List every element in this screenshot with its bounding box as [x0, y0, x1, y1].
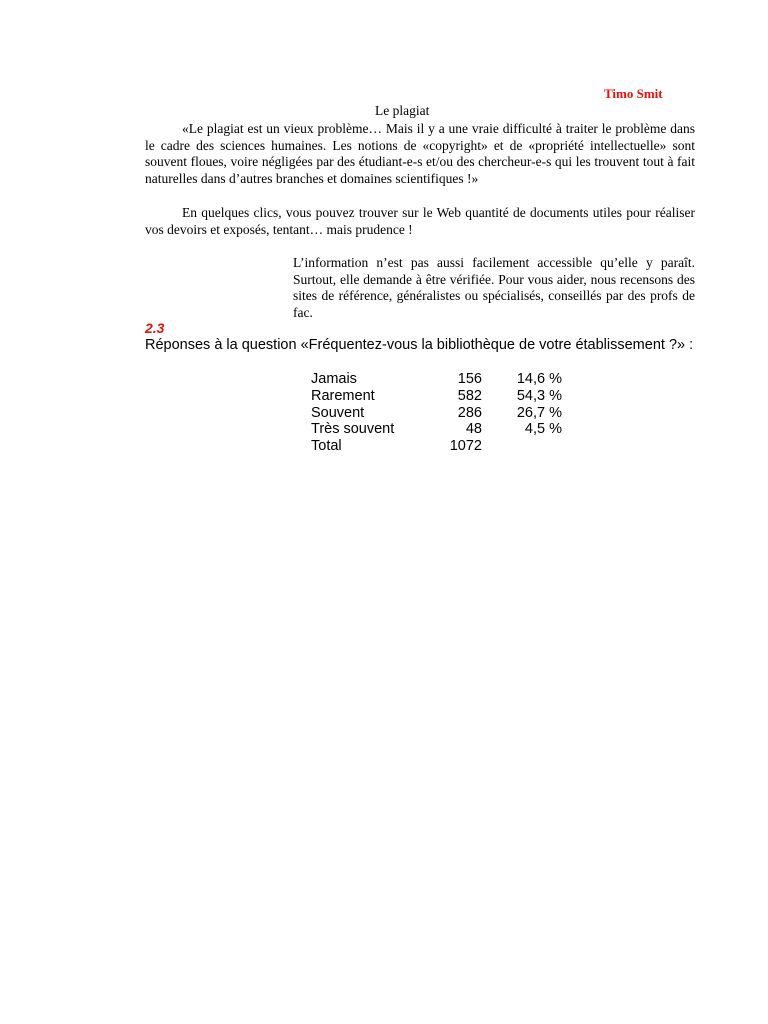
survey-question: Réponses à la question «Fréquentez-vous la bibliothèque de votre établissement ?» : [145, 337, 694, 353]
row-percent [482, 438, 562, 455]
row-percent: 4,5 % [524, 421, 562, 438]
survey-results-table [305, 371, 562, 455]
table-row [305, 421, 562, 438]
row-count: 582 [457, 387, 482, 404]
author-name: Timo Smit [604, 86, 663, 101]
table-row [305, 405, 562, 422]
row-label: Total [311, 438, 342, 455]
row-label: Rarement [311, 387, 375, 404]
second-paragraph: En quelques clics, vous pouvez trouver sur le Web quantité de documents utiles pour réaliser vos devoirs et exposés, tentant… mais prudence ! [145, 205, 695, 237]
row-percent: 54,3 % [516, 387, 562, 404]
row-count: 1072 [449, 438, 482, 455]
row-count: 156 [457, 371, 482, 387]
row-percent: 14,6 % [516, 371, 562, 387]
intro-paragraph: «Le plagiat est un vieux problème… Mais il y a une vraie difficulté à traiter le problème dans le cadre des sciences humaines. Les notions de «copyright» et de «propriété intellectuelle» sont souvent floues, voire négligées par des étudiant-e-s et/ou des chercheur-e-s qui les trouvent tout à fait naturelles dans d’autres branches et domaines scientifiques !» [145, 121, 695, 186]
row-label: Très souvent [311, 421, 395, 438]
table-row [305, 388, 562, 405]
row-label: Souvent [311, 404, 365, 421]
row-label: Jamais [311, 371, 357, 387]
row-count: 48 [465, 421, 482, 438]
table-row [305, 438, 562, 455]
row-percent: 26,7 % [516, 404, 562, 421]
sidebar-paragraph: L’information n’est pas aussi facilement accessible qu’elle y paraît. Surtout, elle demande à être vérifiée. Pour vous aider, nous recensons des sites de référence, généralistes ou spécialisés, conseillés par des profs de fac. [293, 255, 695, 320]
table-row [305, 371, 562, 388]
row-count: 286 [457, 404, 482, 421]
section-number: 2.3 [145, 320, 165, 336]
document-title: Le plagiat [375, 103, 430, 118]
